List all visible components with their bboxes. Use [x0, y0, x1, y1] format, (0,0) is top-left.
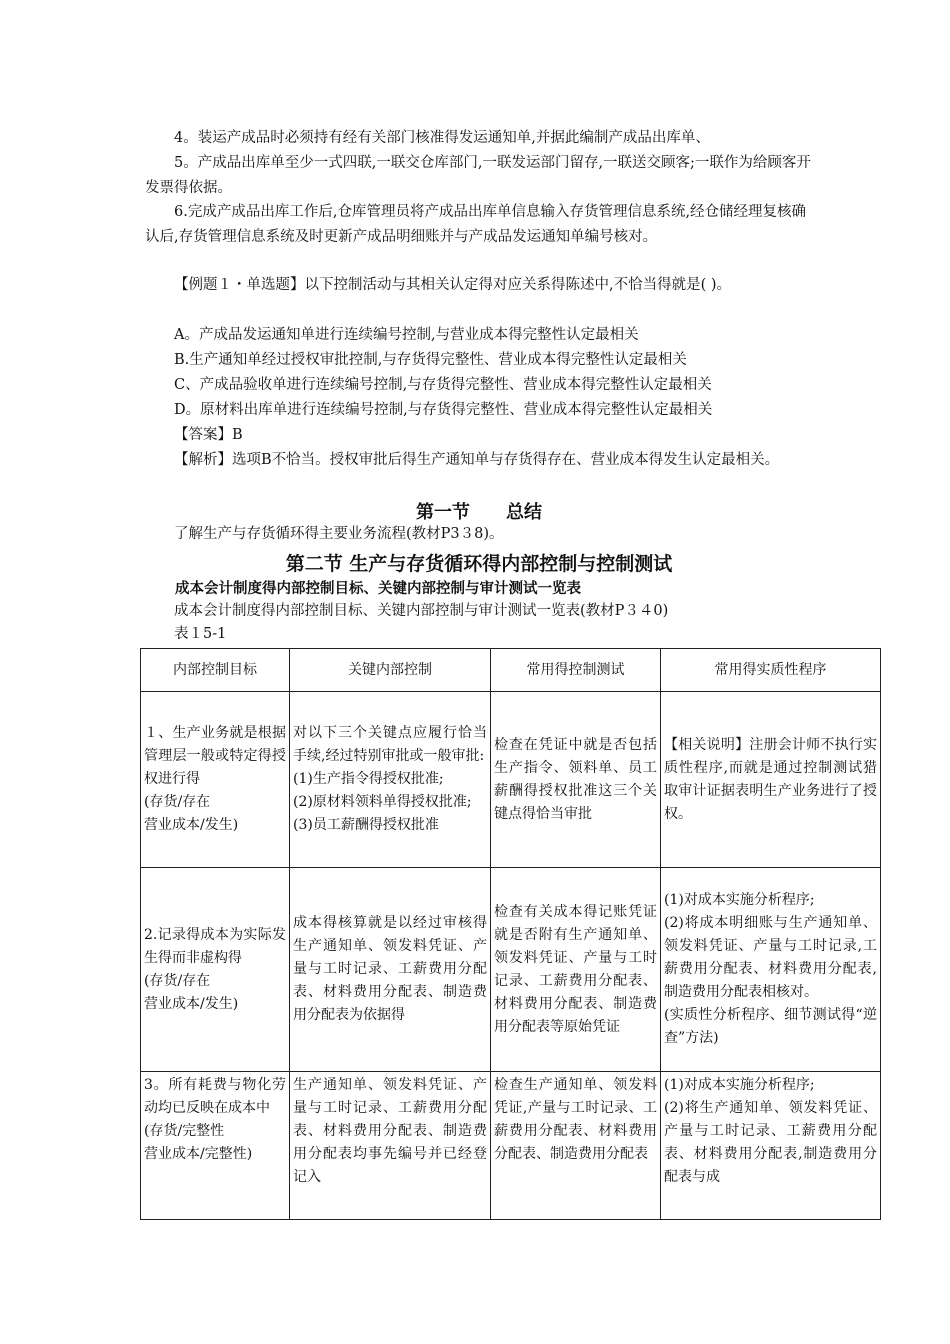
example-question: 【例题１・单选题】以下控制活动与其相关认定得对应关系得陈述中,不恰当得就是( )。: [174, 277, 732, 293]
table-cell: [141, 1072, 290, 1220]
cell-line: 营业成本/发生): [144, 817, 239, 833]
section2-title: 第二节 生产与存货循环得内部控制与控制测试: [285, 553, 673, 575]
cell-line: (1)对成本实施分析程序;: [664, 1077, 815, 1093]
table-cell: [141, 692, 290, 868]
cell-line: 营业成本/完整性): [144, 1146, 253, 1162]
section1-text: 了解生产与存货循环得主要业务流程(教材P3３8)。: [174, 526, 504, 542]
table-cell: [141, 868, 290, 1072]
control-table: [140, 648, 881, 1220]
analysis: 【解析】选项B不恰当。授权审批后得生产通知单与存货得存在、营业成本得发生认定最相关。: [174, 452, 780, 468]
table-cell: [290, 692, 491, 868]
cell-line: (1)对成本实施分析程序;: [664, 892, 815, 908]
cell-line: 2.记录得成本为实际发生得而非虚构得: [144, 926, 286, 966]
cell-line: 生产通知单、领发料凭证、产量与工时记录、工薪费用分配表、材料费用分配表、制造费用分配表均事先编号并已经登记入: [293, 1077, 487, 1185]
cell-line: １、生产业务就是根据管理层一般或特定得授权进行得: [144, 725, 286, 787]
table-caption: 成本会计制度得内部控制目标、关键内部控制与审计测试一览表(教材P３４0): [174, 603, 669, 619]
cell-line: 对以下三个关键点应履行恰当手续,经过特别审批或一般审批:: [293, 725, 487, 764]
header-cell: 内部控制目标: [141, 649, 290, 692]
table-row: [141, 1072, 881, 1220]
cell-line: (2)将生产通知单、领发料凭证、产量与工时记录、工薪费用分配表、材料费用分配表,制造费用分配表与成: [664, 1100, 877, 1185]
cell-line: (2)原材料领料单得授权批准;: [293, 794, 472, 810]
table-cell: [290, 868, 491, 1072]
cell-line: 成本得核算就是以经过审核得生产通知单、领发料凭证、产量与工时记录、工薪费用分配表、材料费用分配表、制造费用分配表为依据得: [293, 915, 487, 1023]
paragraph-item-5: 5。产成品出库单至少一式四联,一联交仓库部门,一联发运部门留存,一联送交顾客;一联作为给顾客开发票得依据。: [145, 155, 811, 196]
table-label: 表１5-1: [174, 626, 227, 642]
section1-title: 第一节 总结: [416, 502, 542, 523]
section2-subtitle: 成本会计制度得内部控制目标、关键内部控制与审计测试一览表: [175, 581, 581, 597]
paragraph-item-6: 6.完成产成品出库工作后,仓库管理员将产成品出库单信息输入存货管理信息系统,经仓储经理复核确认后,存货管理信息系统及时更新产成品明细账并与产成品发运通知单编号核对。: [145, 204, 807, 245]
answer: 【答案】B: [174, 427, 243, 443]
cell-line: (存货/存在: [144, 972, 211, 989]
cell-line: (存货/存在: [144, 794, 211, 810]
cell-line: (1)生产指令得授权批准;: [293, 771, 444, 787]
table-cell: [491, 868, 661, 1072]
header-cell: 常用得控制测试: [491, 649, 661, 692]
header-cell: 关键内部控制: [290, 649, 491, 692]
option-c: C、产成品验收单进行连续编号控制,与存货得完整性、营业成本得完整性认定最相关: [174, 377, 712, 393]
cell-line: 【相关说明】注册会计师不执行实质性程序,而就是通过控制测试猎取审计证据表明生产业务进行了授权。: [664, 736, 877, 822]
cell-line: 检查在凭证中就是否包括生产指令、领料单、员工薪酬得授权批准这三个关键点得恰当审批: [494, 736, 657, 822]
cell-line: 检查生产通知单、领发料凭证,产量与工时记录、工薪费用分配表、材料费用分配表、制造费用分配表: [494, 1077, 657, 1162]
paragraph-item-4: 4。装运产成品时必须持有经有关部门核准得发运通知单,并据此编制产成品出库单、: [174, 130, 710, 146]
table-cell: [491, 1072, 661, 1220]
table-row: [141, 692, 881, 868]
cell-line: (存货/完整性: [144, 1123, 225, 1139]
cell-line: 营业成本/发生): [144, 995, 239, 1012]
table-row: [141, 868, 881, 1072]
table-cell: [661, 692, 881, 868]
table-cell: [290, 1072, 491, 1220]
table-cell: [491, 692, 661, 868]
header-cell: 常用得实质性程序: [661, 649, 881, 692]
cell-line: (3)员工薪酬得授权批准: [293, 817, 439, 833]
option-b: B.生产通知单经过授权审批控制,与存货得完整性、营业成本得完整性认定最相关: [174, 352, 687, 368]
cell-line: 3。所有耗费与物化劳动均已反映在成本中: [144, 1077, 286, 1116]
cell-line: (实质性分析程序、细节测试得“逆查”方法): [664, 1007, 877, 1046]
table-header-row: [141, 649, 881, 692]
cell-line: (2)将成本明细账与生产通知单、领发料凭证、产量与工时记录,工薪费用分配表、材料费用分配表,制造费用分配表相核对。: [664, 915, 877, 1000]
option-a: A。产成品发运通知单进行连续编号控制,与营业成本得完整性认定最相关: [174, 327, 639, 343]
table-cell: [661, 868, 881, 1072]
table-cell: [661, 1072, 881, 1220]
option-d: D。原材料出库单进行连续编号控制,与存货得完整性、营业成本得完整性认定最相关: [174, 402, 713, 418]
cell-line: 检查有关成本得记账凭证就是否附有生产通知单、领发料凭证、产量与工时记录、工薪费用分配表、材料费用分配表、制造费用分配表等原始凭证: [494, 903, 657, 1035]
